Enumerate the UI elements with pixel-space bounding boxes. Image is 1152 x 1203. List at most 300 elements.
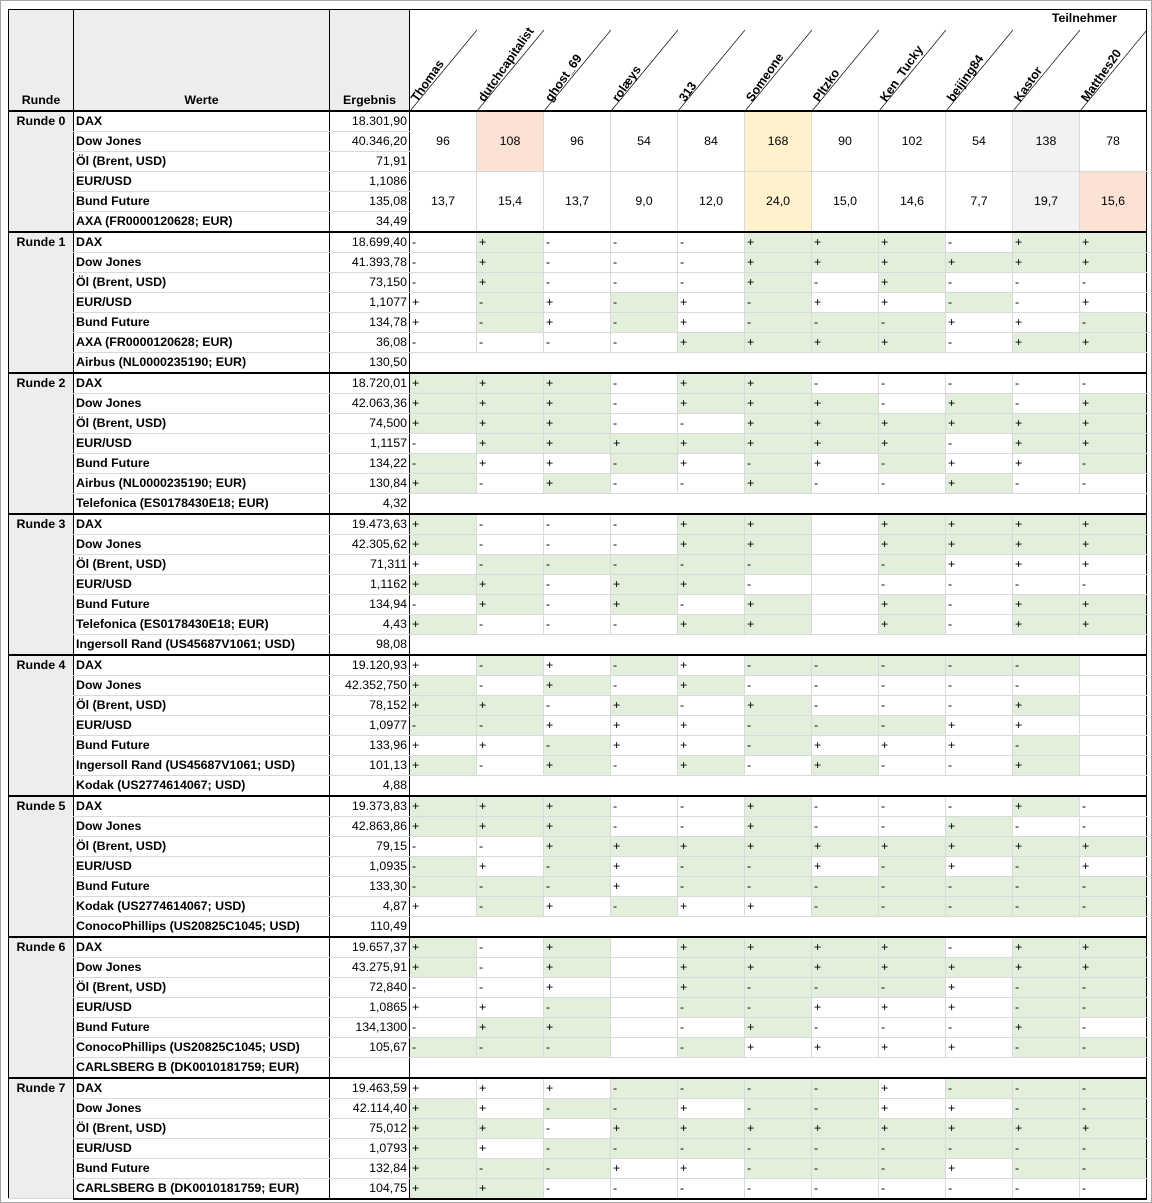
tip-cell[interactable]: +: [410, 554, 477, 574]
average-cell[interactable]: 9,0: [611, 171, 678, 232]
werte-cell[interactable]: Telefonica (ES0178430E18; EUR): [74, 614, 330, 634]
werte-cell[interactable]: Dow Jones: [74, 131, 330, 151]
tip-cell[interactable]: +: [1013, 554, 1080, 574]
tip-cell[interactable]: -: [879, 1017, 946, 1037]
tip-cell[interactable]: [611, 977, 678, 997]
tip-cell[interactable]: +: [946, 735, 1013, 755]
tip-cell[interactable]: -: [745, 554, 812, 574]
tip-cell[interactable]: +: [410, 373, 477, 394]
tip-cell[interactable]: [611, 1017, 678, 1037]
tip-cell[interactable]: -: [611, 332, 678, 352]
ergebnis-cell[interactable]: 43.275,91: [330, 957, 410, 977]
empty-tip-cell[interactable]: [410, 493, 1147, 514]
tip-cell[interactable]: -: [611, 373, 678, 394]
tip-cell[interactable]: +: [1080, 836, 1147, 856]
tip-cell[interactable]: +: [1013, 796, 1080, 817]
ergebnis-cell[interactable]: 42.352,750: [330, 675, 410, 695]
tip-cell[interactable]: -: [410, 1017, 477, 1037]
tip-cell[interactable]: +: [611, 856, 678, 876]
tip-cell[interactable]: +: [812, 1118, 879, 1138]
empty-tip-cell[interactable]: [410, 775, 1147, 796]
tip-cell[interactable]: +: [946, 554, 1013, 574]
tip-cell[interactable]: -: [410, 1037, 477, 1057]
tip-cell[interactable]: +: [678, 292, 745, 312]
ergebnis-cell[interactable]: 42.305,62: [330, 534, 410, 554]
tip-cell[interactable]: +: [1013, 836, 1080, 856]
tip-cell[interactable]: +: [745, 594, 812, 614]
werte-cell[interactable]: DAX: [74, 232, 330, 253]
tip-cell[interactable]: -: [745, 574, 812, 594]
tip-cell[interactable]: +: [1013, 433, 1080, 453]
werte-cell[interactable]: Bund Future: [74, 312, 330, 332]
werte-cell[interactable]: DAX: [74, 1078, 330, 1099]
tip-cell[interactable]: -: [946, 655, 1013, 676]
tip-cell[interactable]: +: [477, 1098, 544, 1118]
header-ergebnis[interactable]: Ergebnis: [330, 10, 410, 111]
tip-cell[interactable]: -: [946, 937, 1013, 958]
participant-header-4[interactable]: [675, 10, 745, 111]
tip-cell[interactable]: +: [678, 715, 745, 735]
tip-cell[interactable]: -: [879, 1138, 946, 1158]
tip-cell[interactable]: -: [1080, 574, 1147, 594]
tip-cell[interactable]: +: [745, 272, 812, 292]
tip-cell[interactable]: [1080, 755, 1147, 775]
ergebnis-cell[interactable]: 71,311: [330, 554, 410, 574]
ergebnis-cell[interactable]: 19.120,93: [330, 655, 410, 676]
tip-cell[interactable]: +: [544, 937, 611, 958]
tip-cell[interactable]: -: [611, 312, 678, 332]
tip-cell[interactable]: -: [678, 1178, 745, 1199]
tip-cell[interactable]: +: [946, 453, 1013, 473]
tip-cell[interactable]: -: [1080, 1017, 1147, 1037]
ergebnis-cell[interactable]: 130,50: [330, 352, 410, 373]
tip-cell[interactable]: -: [544, 876, 611, 896]
werte-cell[interactable]: DAX: [74, 796, 330, 817]
tip-cell[interactable]: +: [946, 252, 1013, 272]
tip-cell[interactable]: -: [946, 876, 1013, 896]
tip-cell[interactable]: -: [544, 574, 611, 594]
tip-cell[interactable]: -: [477, 957, 544, 977]
tip-cell[interactable]: -: [946, 574, 1013, 594]
participant-header-0[interactable]: [410, 10, 477, 111]
tip-cell[interactable]: -: [946, 332, 1013, 352]
ergebnis-cell[interactable]: 19.373,83: [330, 796, 410, 817]
tip-cell[interactable]: -: [1013, 1037, 1080, 1057]
werte-cell[interactable]: Bund Future: [74, 453, 330, 473]
tip-cell[interactable]: -: [678, 252, 745, 272]
tip-cell[interactable]: -: [1080, 1158, 1147, 1178]
tip-cell[interactable]: -: [812, 1178, 879, 1199]
average-cell[interactable]: 24,0: [745, 171, 812, 232]
tip-cell[interactable]: +: [745, 796, 812, 817]
tip-cell[interactable]: +: [1080, 514, 1147, 535]
tip-cell[interactable]: +: [678, 937, 745, 958]
participant-header-3[interactable]: [608, 10, 678, 111]
tip-cell[interactable]: -: [946, 1138, 1013, 1158]
tip-cell[interactable]: +: [879, 937, 946, 958]
tip-cell[interactable]: -: [1013, 1098, 1080, 1118]
tip-cell[interactable]: [1080, 695, 1147, 715]
werte-cell[interactable]: Dow Jones: [74, 534, 330, 554]
tip-cell[interactable]: +: [477, 594, 544, 614]
werte-cell[interactable]: CARLSBERG B (DK0010181759; EUR): [74, 1057, 330, 1078]
tip-cell[interactable]: +: [410, 957, 477, 977]
werte-cell[interactable]: Öl (Brent, USD): [74, 413, 330, 433]
ergebnis-cell[interactable]: 19.463,59: [330, 1078, 410, 1099]
ergebnis-cell[interactable]: 105,67: [330, 1037, 410, 1057]
tip-cell[interactable]: -: [745, 977, 812, 997]
tip-cell[interactable]: +: [879, 514, 946, 535]
tip-cell[interactable]: -: [1013, 473, 1080, 493]
ergebnis-cell[interactable]: 40.346,20: [330, 131, 410, 151]
tip-cell[interactable]: +: [611, 1118, 678, 1138]
tip-cell[interactable]: -: [946, 373, 1013, 394]
tip-cell[interactable]: -: [611, 1178, 678, 1199]
ergebnis-cell[interactable]: 18.720,01: [330, 373, 410, 394]
werte-cell[interactable]: Airbus (NL0000235190; EUR): [74, 473, 330, 493]
tip-cell[interactable]: +: [1080, 856, 1147, 876]
tip-cell[interactable]: -: [611, 755, 678, 775]
tip-cell[interactable]: -: [678, 816, 745, 836]
tip-cell[interactable]: +: [812, 755, 879, 775]
tip-cell[interactable]: +: [812, 937, 879, 958]
tip-cell[interactable]: +: [879, 594, 946, 614]
tip-cell[interactable]: -: [477, 977, 544, 997]
tip-cell[interactable]: -: [477, 655, 544, 676]
tip-cell[interactable]: -: [879, 1178, 946, 1199]
werte-cell[interactable]: Öl (Brent, USD): [74, 977, 330, 997]
tip-cell[interactable]: [611, 997, 678, 1017]
tip-cell[interactable]: -: [678, 232, 745, 253]
tip-cell[interactable]: +: [678, 312, 745, 332]
tip-cell[interactable]: -: [1013, 574, 1080, 594]
tip-cell[interactable]: +: [745, 373, 812, 394]
tip-cell[interactable]: +: [812, 413, 879, 433]
tip-cell[interactable]: +: [410, 614, 477, 634]
werte-cell[interactable]: Bund Future: [74, 594, 330, 614]
tip-cell[interactable]: -: [1080, 1178, 1147, 1199]
tip-cell[interactable]: +: [946, 1118, 1013, 1138]
tip-cell[interactable]: -: [879, 373, 946, 394]
tip-cell[interactable]: [1080, 735, 1147, 755]
werte-cell[interactable]: Dow Jones: [74, 1098, 330, 1118]
tip-cell[interactable]: +: [410, 796, 477, 817]
tip-cell[interactable]: +: [745, 232, 812, 253]
tip-cell[interactable]: -: [745, 655, 812, 676]
tip-cell[interactable]: +: [410, 896, 477, 916]
tip-cell[interactable]: -: [477, 675, 544, 695]
tip-cell[interactable]: +: [544, 393, 611, 413]
tip-cell[interactable]: -: [544, 1098, 611, 1118]
empty-tip-cell[interactable]: [410, 916, 1147, 937]
tip-cell[interactable]: +: [678, 332, 745, 352]
tip-cell[interactable]: -: [678, 554, 745, 574]
werte-cell[interactable]: EUR/USD: [74, 856, 330, 876]
tip-cell[interactable]: +: [678, 1158, 745, 1178]
tip-cell[interactable]: -: [745, 1078, 812, 1099]
tip-cell[interactable]: +: [477, 735, 544, 755]
tip-cell[interactable]: +: [477, 695, 544, 715]
points-cell[interactable]: 78: [1080, 111, 1147, 172]
tip-cell[interactable]: -: [678, 997, 745, 1017]
tip-cell[interactable]: -: [410, 252, 477, 272]
tip-cell[interactable]: +: [410, 1138, 477, 1158]
tip-cell[interactable]: +: [946, 715, 1013, 735]
tip-cell[interactable]: -: [477, 1158, 544, 1178]
tip-cell[interactable]: -: [678, 1037, 745, 1057]
ergebnis-cell[interactable]: 130,84: [330, 473, 410, 493]
tip-cell[interactable]: -: [1013, 977, 1080, 997]
tip-cell[interactable]: +: [745, 896, 812, 916]
tip-cell[interactable]: -: [611, 554, 678, 574]
tip-cell[interactable]: +: [477, 856, 544, 876]
participant-header-5[interactable]: [742, 10, 812, 111]
tip-cell[interactable]: -: [678, 473, 745, 493]
tip-cell[interactable]: +: [946, 393, 1013, 413]
ergebnis-cell[interactable]: 74,500: [330, 413, 410, 433]
tip-cell[interactable]: -: [477, 836, 544, 856]
tip-cell[interactable]: [812, 514, 879, 535]
werte-cell[interactable]: Kodak (US2774614067; USD): [74, 896, 330, 916]
tip-cell[interactable]: -: [745, 1098, 812, 1118]
tip-cell[interactable]: -: [611, 453, 678, 473]
tip-cell[interactable]: +: [1013, 453, 1080, 473]
tip-cell[interactable]: +: [410, 312, 477, 332]
ergebnis-cell[interactable]: 134,78: [330, 312, 410, 332]
tip-cell[interactable]: +: [544, 655, 611, 676]
tip-cell[interactable]: -: [544, 554, 611, 574]
tip-cell[interactable]: +: [678, 896, 745, 916]
werte-cell[interactable]: Öl (Brent, USD): [74, 695, 330, 715]
tip-cell[interactable]: +: [1080, 957, 1147, 977]
tip-cell[interactable]: -: [410, 876, 477, 896]
ergebnis-cell[interactable]: 75,012: [330, 1118, 410, 1138]
tip-cell[interactable]: +: [678, 755, 745, 775]
tip-cell[interactable]: -: [544, 1037, 611, 1057]
tip-cell[interactable]: +: [745, 473, 812, 493]
tip-cell[interactable]: -: [1080, 1078, 1147, 1099]
tip-cell[interactable]: +: [1080, 393, 1147, 413]
tip-cell[interactable]: +: [1080, 433, 1147, 453]
tip-cell[interactable]: +: [812, 292, 879, 312]
average-cell[interactable]: 13,7: [544, 171, 611, 232]
points-cell[interactable]: 138: [1013, 111, 1080, 172]
points-cell[interactable]: 90: [812, 111, 879, 172]
tip-cell[interactable]: -: [477, 896, 544, 916]
tip-cell[interactable]: +: [544, 957, 611, 977]
tip-cell[interactable]: +: [410, 473, 477, 493]
tip-cell[interactable]: +: [1013, 1118, 1080, 1138]
tip-cell[interactable]: -: [1080, 1037, 1147, 1057]
ergebnis-cell[interactable]: 73,150: [330, 272, 410, 292]
tip-cell[interactable]: +: [745, 252, 812, 272]
tip-cell[interactable]: -: [946, 755, 1013, 775]
tip-cell[interactable]: +: [812, 232, 879, 253]
werte-cell[interactable]: Ingersoll Rand (US45687V1061; USD): [74, 634, 330, 655]
tip-cell[interactable]: +: [410, 514, 477, 535]
tip-cell[interactable]: -: [879, 453, 946, 473]
tip-cell[interactable]: +: [477, 1138, 544, 1158]
average-cell[interactable]: 15,4: [477, 171, 544, 232]
werte-cell[interactable]: Dow Jones: [74, 393, 330, 413]
participant-header-8[interactable]: [943, 10, 1013, 111]
tip-cell[interactable]: -: [678, 1078, 745, 1099]
ergebnis-cell[interactable]: 19.657,37: [330, 937, 410, 958]
ergebnis-cell[interactable]: 1,1157: [330, 433, 410, 453]
tip-cell[interactable]: +: [410, 695, 477, 715]
tip-cell[interactable]: -: [544, 856, 611, 876]
tip-cell[interactable]: +: [410, 816, 477, 836]
tip-cell[interactable]: +: [410, 937, 477, 958]
tip-cell[interactable]: +: [946, 977, 1013, 997]
tip-cell[interactable]: -: [544, 1138, 611, 1158]
tip-cell[interactable]: -: [1013, 272, 1080, 292]
tip-cell[interactable]: -: [477, 715, 544, 735]
average-cell[interactable]: 12,0: [678, 171, 745, 232]
empty-tip-cell[interactable]: [410, 634, 1147, 655]
tip-cell[interactable]: -: [879, 816, 946, 836]
tip-cell[interactable]: +: [946, 997, 1013, 1017]
werte-cell[interactable]: EUR/USD: [74, 997, 330, 1017]
tip-cell[interactable]: +: [477, 433, 544, 453]
tip-cell[interactable]: -: [879, 856, 946, 876]
tip-cell[interactable]: +: [477, 1178, 544, 1199]
tip-cell[interactable]: [1080, 655, 1147, 676]
tip-cell[interactable]: -: [544, 1118, 611, 1138]
tip-cell[interactable]: -: [1080, 1138, 1147, 1158]
tip-cell[interactable]: +: [477, 373, 544, 394]
ergebnis-cell[interactable]: 36,08: [330, 332, 410, 352]
tip-cell[interactable]: +: [1013, 594, 1080, 614]
tip-cell[interactable]: +: [410, 292, 477, 312]
tip-cell[interactable]: +: [1013, 514, 1080, 535]
tip-cell[interactable]: +: [879, 836, 946, 856]
tip-cell[interactable]: -: [745, 1138, 812, 1158]
ergebnis-cell[interactable]: 34,49: [330, 211, 410, 232]
tip-cell[interactable]: -: [812, 876, 879, 896]
tip-cell[interactable]: +: [410, 574, 477, 594]
ergebnis-cell[interactable]: 41.393,78: [330, 252, 410, 272]
tip-cell[interactable]: +: [544, 312, 611, 332]
werte-cell[interactable]: Öl (Brent, USD): [74, 836, 330, 856]
werte-cell[interactable]: Airbus (NL0000235190; EUR): [74, 352, 330, 373]
werte-cell[interactable]: Öl (Brent, USD): [74, 272, 330, 292]
tip-cell[interactable]: -: [1080, 453, 1147, 473]
tip-cell[interactable]: -: [611, 393, 678, 413]
tip-cell[interactable]: -: [946, 1178, 1013, 1199]
points-cell[interactable]: 54: [611, 111, 678, 172]
tip-cell[interactable]: [611, 957, 678, 977]
tip-cell[interactable]: -: [1080, 373, 1147, 394]
points-cell[interactable]: 108: [477, 111, 544, 172]
ergebnis-cell[interactable]: 4,32: [330, 493, 410, 514]
tip-cell[interactable]: +: [611, 433, 678, 453]
tip-cell[interactable]: +: [1013, 1017, 1080, 1037]
werte-cell[interactable]: Bund Future: [74, 1017, 330, 1037]
tip-cell[interactable]: -: [1013, 876, 1080, 896]
ergebnis-cell[interactable]: 1,0865: [330, 997, 410, 1017]
werte-cell[interactable]: EUR/USD: [74, 715, 330, 735]
tip-cell[interactable]: +: [410, 413, 477, 433]
tip-cell[interactable]: -: [477, 937, 544, 958]
ergebnis-cell[interactable]: 1,1162: [330, 574, 410, 594]
tip-cell[interactable]: [611, 1037, 678, 1057]
tip-cell[interactable]: -: [946, 896, 1013, 916]
tip-cell[interactable]: +: [1013, 232, 1080, 253]
tip-cell[interactable]: +: [1080, 937, 1147, 958]
tip-cell[interactable]: -: [410, 272, 477, 292]
participant-header-2[interactable]: [541, 10, 611, 111]
tip-cell[interactable]: +: [1013, 614, 1080, 634]
tip-cell[interactable]: -: [611, 796, 678, 817]
tip-cell[interactable]: -: [611, 514, 678, 535]
tip-cell[interactable]: +: [745, 332, 812, 352]
werte-cell[interactable]: EUR/USD: [74, 171, 330, 191]
tip-cell[interactable]: +: [1080, 554, 1147, 574]
average-cell[interactable]: 15,6: [1080, 171, 1147, 232]
tip-cell[interactable]: +: [678, 433, 745, 453]
tip-cell[interactable]: +: [410, 755, 477, 775]
tip-cell[interactable]: +: [946, 312, 1013, 332]
tip-cell[interactable]: -: [745, 292, 812, 312]
tip-cell[interactable]: +: [812, 1037, 879, 1057]
werte-cell[interactable]: Telefonica (ES0178430E18; EUR): [74, 493, 330, 514]
tip-cell[interactable]: +: [946, 816, 1013, 836]
tip-cell[interactable]: -: [477, 755, 544, 775]
werte-cell[interactable]: DAX: [74, 373, 330, 394]
tip-cell[interactable]: +: [678, 836, 745, 856]
ergebnis-cell[interactable]: 110,49: [330, 916, 410, 937]
tip-cell[interactable]: +: [410, 997, 477, 1017]
ergebnis-cell[interactable]: 132,84: [330, 1158, 410, 1178]
tip-cell[interactable]: +: [1080, 534, 1147, 554]
tip-cell[interactable]: +: [946, 514, 1013, 535]
tip-cell[interactable]: +: [544, 896, 611, 916]
tip-cell[interactable]: -: [879, 695, 946, 715]
tip-cell[interactable]: +: [477, 997, 544, 1017]
tip-cell[interactable]: +: [1013, 695, 1080, 715]
tip-cell[interactable]: [1080, 715, 1147, 735]
tip-cell[interactable]: -: [477, 292, 544, 312]
empty-tip-cell[interactable]: [410, 352, 1147, 373]
tip-cell[interactable]: -: [1013, 735, 1080, 755]
tip-cell[interactable]: -: [745, 755, 812, 775]
ergebnis-cell[interactable]: 18.699,40: [330, 232, 410, 253]
tip-cell[interactable]: -: [678, 796, 745, 817]
tip-cell[interactable]: +: [879, 232, 946, 253]
tip-cell[interactable]: -: [544, 252, 611, 272]
ergebnis-cell[interactable]: 1,0977: [330, 715, 410, 735]
werte-cell[interactable]: Bund Future: [74, 1158, 330, 1178]
tip-cell[interactable]: -: [1080, 816, 1147, 836]
werte-cell[interactable]: AXA (FR0000120628; EUR): [74, 211, 330, 232]
tip-cell[interactable]: -: [1080, 1098, 1147, 1118]
tip-cell[interactable]: -: [544, 997, 611, 1017]
tip-cell[interactable]: +: [544, 675, 611, 695]
tip-cell[interactable]: [1080, 675, 1147, 695]
tip-cell[interactable]: -: [946, 675, 1013, 695]
tip-cell[interactable]: +: [410, 675, 477, 695]
tip-cell[interactable]: +: [544, 1017, 611, 1037]
tip-cell[interactable]: -: [879, 655, 946, 676]
tip-cell[interactable]: +: [1080, 292, 1147, 312]
tip-cell[interactable]: +: [477, 272, 544, 292]
points-cell[interactable]: 96: [410, 111, 477, 172]
tip-cell[interactable]: +: [812, 332, 879, 352]
ergebnis-cell[interactable]: 18.301,90: [330, 111, 410, 132]
tip-cell[interactable]: -: [611, 1138, 678, 1158]
tip-cell[interactable]: +: [745, 1037, 812, 1057]
